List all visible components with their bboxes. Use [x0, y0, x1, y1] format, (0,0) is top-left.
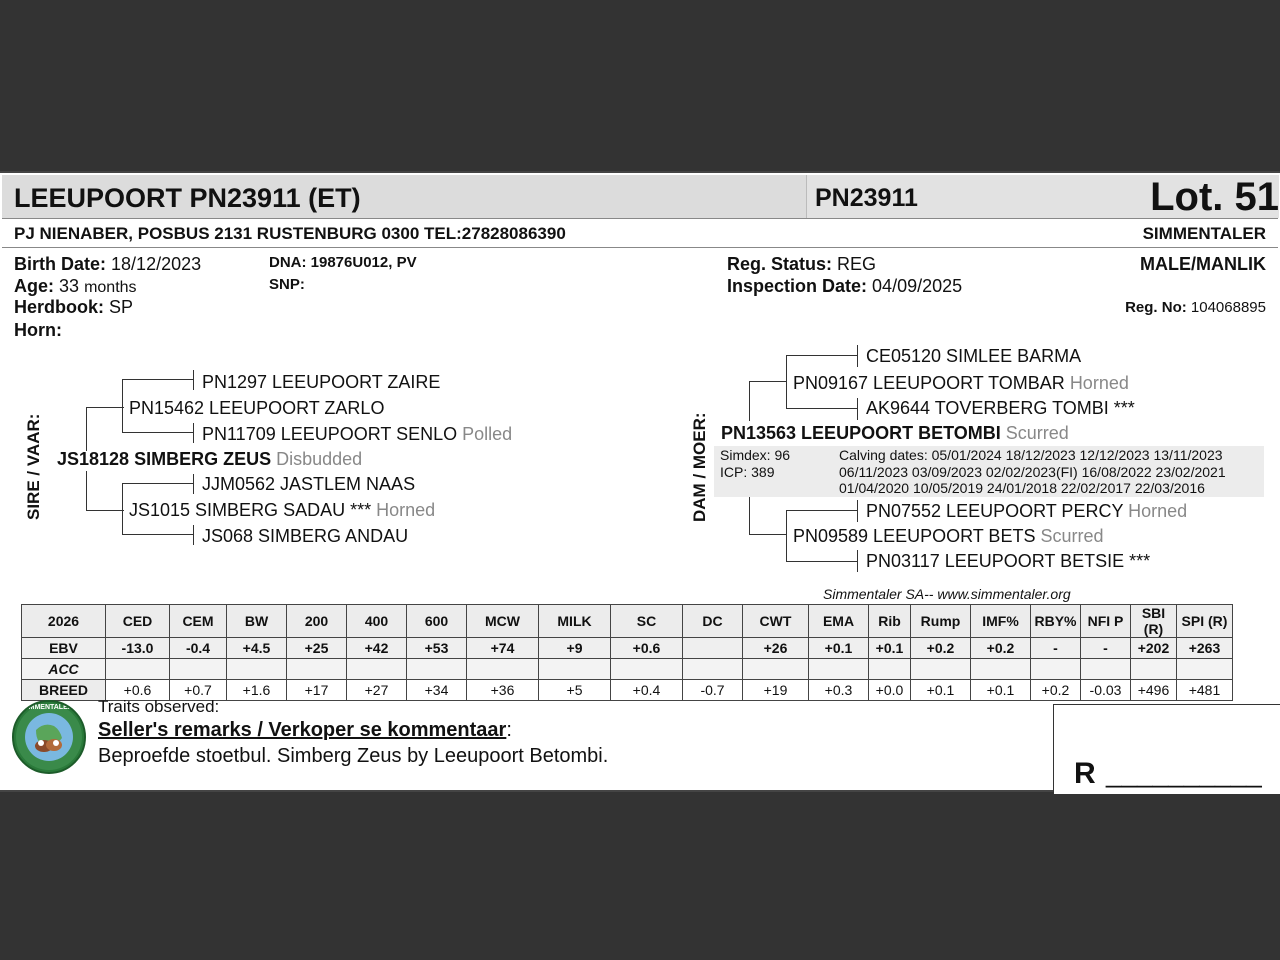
table-cell	[1031, 659, 1081, 680]
remarks-heading: Seller's remarks / Verkoper se kommentaar:	[98, 719, 512, 741]
table-cell: +202	[1131, 638, 1177, 659]
table-cell: +27	[347, 680, 407, 701]
simdex: Simdex: 96	[720, 447, 791, 463]
calving-dates-line1: Calving dates: 05/01/2024 18/12/2023 12/12/2023 13/11/2023	[839, 447, 1223, 463]
dam-dam: PN09589 LEEUPOORT BETS Scurred	[793, 526, 1104, 546]
sire-sire-dam: PN11709 LEEUPOORT SENLO Polled	[202, 424, 513, 444]
dam-side-label: DAM / MOER:	[690, 412, 709, 522]
price-label: R	[1074, 757, 1096, 790]
table-cell: -0.7	[683, 680, 743, 701]
snp: SNP:	[269, 276, 305, 293]
globe-icon	[14, 702, 84, 772]
dam-sire: PN09167 LEEUPOORT TOMBAR Horned	[793, 373, 1129, 393]
dam-sire-sire: CE05120 SIMLEE BARMA	[866, 346, 1082, 366]
table-cell	[227, 659, 287, 680]
table-cell	[1081, 659, 1131, 680]
table-cell: +0.2	[971, 638, 1031, 659]
table-cell: +496	[1131, 680, 1177, 701]
table-cell: BREED	[22, 680, 106, 701]
header-bar	[2, 175, 1278, 219]
table-cell: +0.1	[911, 680, 971, 701]
sire: JS18128 SIMBERG ZEUS Disbudded	[57, 449, 363, 469]
price-box[interactable]	[1053, 704, 1280, 794]
table-cell	[911, 659, 971, 680]
sire-sire: PN15462 LEEUPOORT ZARLO	[129, 398, 385, 418]
table-cell	[287, 659, 347, 680]
table-cell	[683, 638, 743, 659]
table-cell: IMF%	[971, 605, 1031, 638]
birth-date: Birth Date: 18/12/2023	[14, 254, 202, 274]
ebv-row	[22, 638, 1233, 659]
table-cell: +25	[287, 638, 347, 659]
header-row	[22, 605, 1233, 638]
table-cell: +74	[467, 638, 539, 659]
table-cell: -13.0	[106, 638, 170, 659]
reg-no: Reg. No: 104068895	[1125, 299, 1266, 316]
source-note: Simmentaler SA-- www.simmentaler.org	[823, 586, 1071, 602]
dna: DNA: 19876U012, PV	[269, 254, 417, 271]
lot-card	[0, 171, 1280, 792]
table-cell: +34	[407, 680, 467, 701]
logo-text: SIMMENTALER	[22, 704, 73, 711]
table-cell	[347, 659, 407, 680]
table-cell	[1177, 659, 1233, 680]
table-cell: Rib	[869, 605, 911, 638]
sex: MALE/MANLIK	[1140, 254, 1266, 274]
table-cell: NFI P	[1081, 605, 1131, 638]
table-cell: +0.7	[170, 680, 227, 701]
reg-status: Reg. Status: REG	[727, 254, 877, 274]
table-cell	[743, 659, 809, 680]
ebv-table	[21, 604, 1233, 701]
animal-code: PN23911	[815, 184, 918, 212]
table-cell: +9	[539, 638, 611, 659]
table-cell: ACC	[22, 659, 106, 680]
dam-sire-dam: AK9644 TOVERBERG TOMBI ***	[866, 398, 1135, 418]
inspection-date: Inspection Date: 04/09/2025	[727, 276, 963, 296]
header-right	[806, 175, 1279, 218]
table-cell	[539, 659, 611, 680]
table-cell: -0.4	[170, 638, 227, 659]
table-cell	[407, 659, 467, 680]
table-cell: +53	[407, 638, 467, 659]
table-cell	[170, 659, 227, 680]
table-cell: CWT	[743, 605, 809, 638]
table-cell: 400	[347, 605, 407, 638]
table-cell: +1.6	[227, 680, 287, 701]
table-cell: +481	[1177, 680, 1233, 701]
table-cell: 200	[287, 605, 347, 638]
table-cell: MILK	[539, 605, 611, 638]
table-cell: EMA	[809, 605, 869, 638]
table-cell: CED	[106, 605, 170, 638]
sire-dam: JS1015 SIMBERG SADAU *** Horned	[129, 500, 436, 520]
table-cell	[1131, 659, 1177, 680]
dam: PN13563 LEEUPOORT BETOMBI Scurred	[721, 423, 1069, 443]
table-cell: SBI (R)	[1131, 605, 1177, 638]
simmentaler-logo	[12, 700, 86, 774]
table-cell: +42	[347, 638, 407, 659]
table-cell	[971, 659, 1031, 680]
breed-name: SIMMENTALER	[1142, 224, 1266, 243]
table-cell: 600	[407, 605, 467, 638]
table-cell: +0.6	[106, 680, 170, 701]
table-cell: +263	[1177, 638, 1233, 659]
table-cell: +5	[539, 680, 611, 701]
table-cell: +0.2	[911, 638, 971, 659]
animal-name: LEEUPOORT PN23911 (ET)	[14, 183, 361, 213]
table-cell: BW	[227, 605, 287, 638]
table-cell: +0.1	[809, 638, 869, 659]
table-cell: RBY%	[1031, 605, 1081, 638]
table-cell: SC	[611, 605, 683, 638]
table-cell: Rump	[911, 605, 971, 638]
table-cell	[106, 659, 170, 680]
price-blank[interactable]: __________	[1106, 757, 1262, 788]
dam-dam-sire: PN07552 LEEUPOORT PERCY Horned	[866, 501, 1188, 521]
sire-side-label: SIRE / VAAR:	[24, 413, 43, 520]
table-cell: +0.6	[611, 638, 683, 659]
horn-label: Horn:	[14, 320, 62, 340]
table-cell	[683, 659, 743, 680]
table-cell: +0.3	[809, 680, 869, 701]
table-cell: 2026	[22, 605, 106, 638]
table-cell: +0.2	[1031, 680, 1081, 701]
table-cell	[869, 659, 911, 680]
table-cell: +0.1	[971, 680, 1031, 701]
traits-observed: Traits observed:	[98, 697, 220, 716]
table-cell: +4.5	[227, 638, 287, 659]
table-cell: EBV	[22, 638, 106, 659]
herdbook: Herdbook: SP	[14, 297, 134, 317]
table-cell: +17	[287, 680, 347, 701]
table-cell: SPI (R)	[1177, 605, 1233, 638]
table-cell: +36	[467, 680, 539, 701]
table-cell: +26	[743, 638, 809, 659]
table-cell	[467, 659, 539, 680]
table-cell: CEM	[170, 605, 227, 638]
lot-number: Lot. 51	[1150, 175, 1279, 219]
table-cell	[809, 659, 869, 680]
age: Age: 33 months	[14, 276, 137, 296]
table-cell: +0.1	[869, 638, 911, 659]
calving-dates-line2: 06/11/2023 03/09/2023 02/02/2023(FI) 16/08/2022 23/02/2021	[839, 464, 1226, 480]
calving-dates-line3: 01/04/2020 10/05/2019 24/01/2018 22/02/2017 22/03/2016	[839, 480, 1205, 496]
table-cell: +0.0	[869, 680, 911, 701]
table-cell: MCW	[467, 605, 539, 638]
icp: ICP: 389	[720, 464, 775, 480]
breeder-address: PJ NIENABER, POSBUS 2131 RUSTENBURG 0300 TEL:27828086390	[14, 224, 566, 243]
sire-dam-sire: JJM0562 JASTLEM NAAS	[202, 474, 416, 494]
table-cell: DC	[683, 605, 743, 638]
table-cell: -	[1031, 638, 1081, 659]
dam-dam-dam: PN03117 LEEUPOORT BETSIE ***	[866, 551, 1151, 571]
sire-sire-sire: PN1297 LEEUPOORT ZAIRE	[202, 372, 441, 392]
table-cell: -	[1081, 638, 1131, 659]
table-cell: +19	[743, 680, 809, 701]
remarks-text: Beproefde stoetbul. Simberg Zeus by Leeupoort Betombi.	[98, 745, 609, 767]
table-cell: +0.4	[611, 680, 683, 701]
acc-row	[22, 659, 1233, 680]
table-cell	[611, 659, 683, 680]
table-cell: -0.03	[1081, 680, 1131, 701]
breeder-row	[2, 220, 1278, 248]
dam-info-box	[714, 446, 1264, 497]
sire-dam-dam: JS068 SIMBERG ANDAU	[202, 526, 409, 546]
